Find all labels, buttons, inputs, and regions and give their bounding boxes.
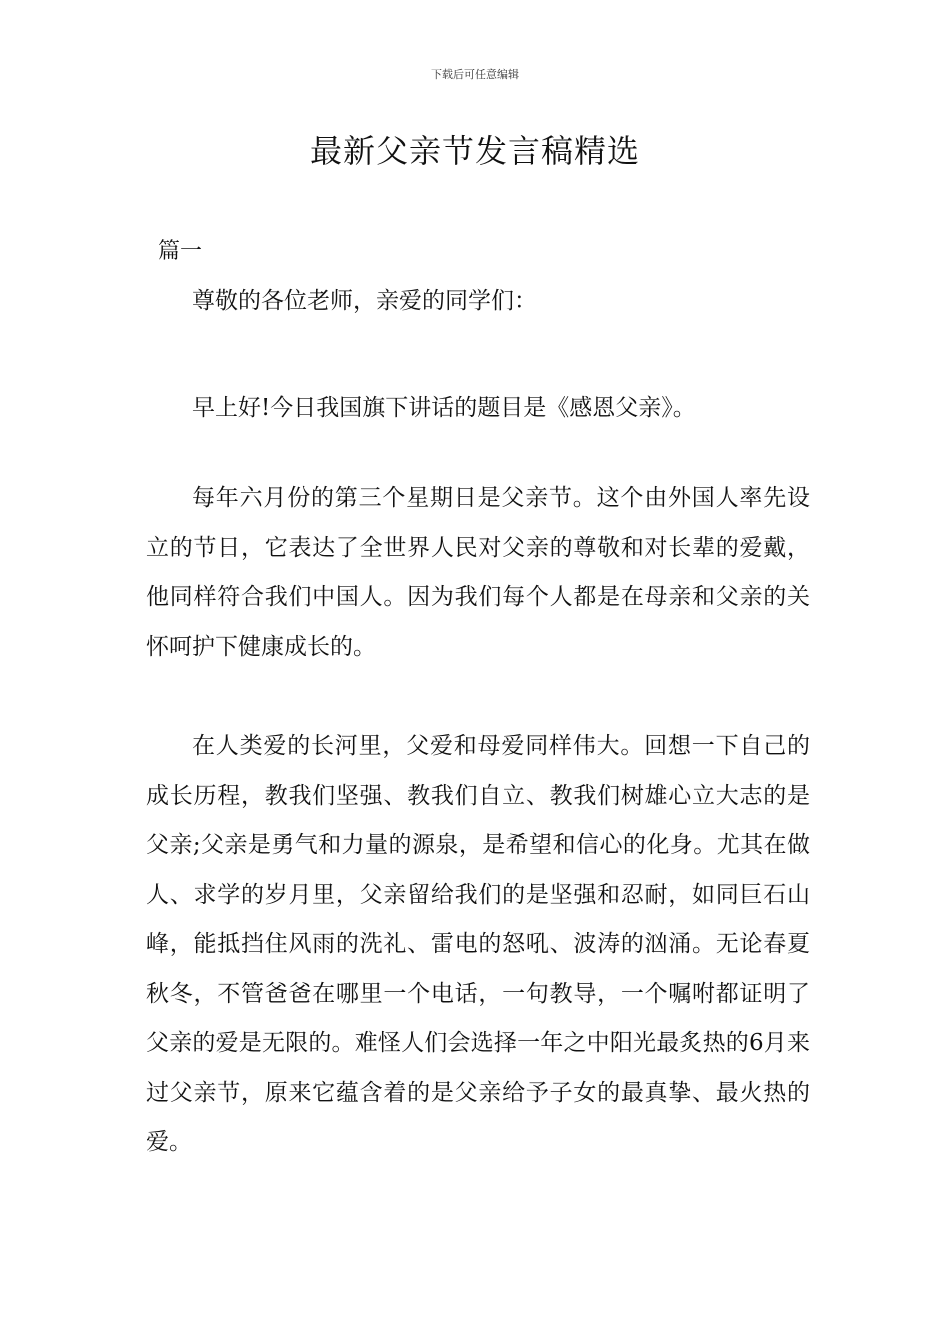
greeting-paragraph: 尊敬的各位老师，亲爱的同学们： <box>192 288 537 314</box>
body-paragraph-1: 早上好!今日我国旗下讲话的题目是《感恩父亲》。 <box>192 395 696 421</box>
header-note: 下载后可任意编辑 <box>431 68 519 81</box>
document-title: 最新父亲节发言稿精选 <box>309 132 640 170</box>
body-paragraph-3: 在人类爱的长河里，父爱和母爱同样伟大。回想一下自己的成长历程，教我们坚强、教我们自立、教我们树雄心立大志的是父亲;父亲是勇气和力量的源泉，是希望和信心的化身。尤其在做人、求学的岁月里，父亲留给我们的是坚强和忍耐，如同巨石山峰，能抵挡住风雨的洗礼、雷电的怒吼、波涛的汹涌。无论春夏秋冬，不管爸爸在哪里一个电话，一句教导，一个嘱咐都证明了父亲的爱是无限的。难怪人们会选择一年之中阳光最炙热的6月来过父亲节，原来它蕴含着的是父亲给予子女的最真挚、最火热的爱。 <box>146 733 810 1155</box>
section-label: 篇一 <box>158 239 203 264</box>
body-paragraph-2: 每年六月份的第三个星期日是父亲节。这个由外国人率先设立的节日，它表达了全世界人民对父亲的尊敬和对长辈的爱戴，他同样符合我们中国人。因为我们每个人都是在母亲和父亲的关怀呵护下健康成长的。 <box>146 485 810 660</box>
